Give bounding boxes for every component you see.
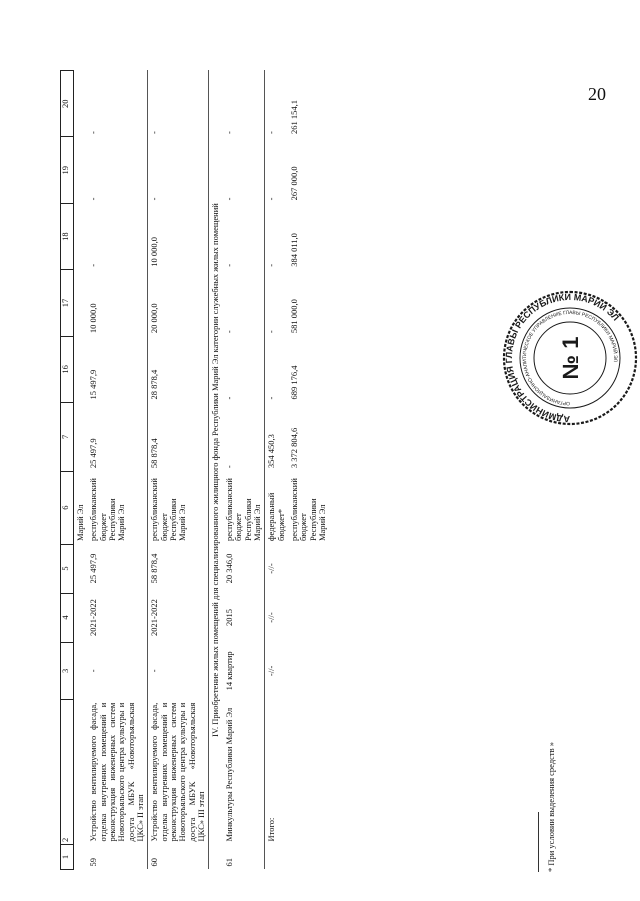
row-number: 61 <box>223 844 265 869</box>
rotated-document <box>60 50 621 890</box>
row-number: 60 <box>148 844 209 869</box>
continuation-row <box>74 71 88 870</box>
page-number: 20 <box>588 84 606 104</box>
col-header-3: 3 <box>61 642 74 700</box>
total-label: Итого: <box>266 817 277 842</box>
cell-source: республиканский бюджет Республики Марий Эл <box>223 471 265 544</box>
cell: -//- <box>266 612 277 623</box>
table-row <box>223 71 265 870</box>
cell: 10 000,0 <box>87 270 148 336</box>
total-row <box>288 71 329 870</box>
cell: - <box>148 71 209 137</box>
cell: 10 000,0 <box>148 203 209 269</box>
continuation-source: Марий Эл <box>75 504 85 542</box>
cell: - <box>87 642 148 700</box>
total-row <box>265 71 288 870</box>
official-seal <box>500 288 640 428</box>
table-header-row <box>61 71 74 870</box>
footnote: * При условии выделения средств » <box>546 741 556 872</box>
cell: -//- <box>266 665 277 677</box>
col-header-4: 4 <box>61 593 74 642</box>
cell: 28 878,4 <box>148 336 209 402</box>
col-header-20: 20 <box>61 71 74 137</box>
cell: - <box>266 263 277 267</box>
cell: 581 000,0 <box>288 299 299 334</box>
row-number: 59 <box>87 844 148 869</box>
col-header-2: 2 <box>61 700 74 845</box>
col-header-6: 6 <box>61 471 74 544</box>
cell-cost: 58 878,4 <box>148 544 209 593</box>
col-header-5: 5 <box>61 544 74 593</box>
cell: - <box>87 71 148 137</box>
cell: - <box>87 203 148 269</box>
col-header-16: 16 <box>61 336 74 402</box>
cell: 267 000,0 <box>288 166 299 201</box>
table-row <box>87 71 148 870</box>
program-table <box>60 70 329 870</box>
cell: - <box>223 403 265 472</box>
row-name: Устройство вентилируемого фасада, отделка внутренних помещений и реконструкция инженерных систем Новоторъяльского центра культуры и досуга МБУК «Новоторъяльская ЦКС» II этап <box>87 700 148 845</box>
cell-source: республиканский бюджет Республики Марий Эл <box>148 471 209 544</box>
col-header-19: 19 <box>61 137 74 203</box>
cell: - <box>223 270 265 336</box>
cell: 3 372 804,6 <box>288 427 299 469</box>
col-header-17: 17 <box>61 270 74 336</box>
cell: - <box>223 203 265 269</box>
row-name: Устройство вентилируемого фасада, отделка внутренних помещений и реконструкция инженерных систем Новоторъяльского центра культуры и досуга МБУК «Новоторъяльская ЦКС» III этап <box>148 700 209 845</box>
cell: - <box>148 137 209 203</box>
cell: 261 154,1 <box>288 99 299 134</box>
footnote-divider <box>538 812 539 872</box>
cell: -//- <box>266 563 277 574</box>
cell: - <box>148 642 209 700</box>
seal-outer-text: АДМИНИСТРАЦИЯ ГЛАВЫ РЕСПУБЛИКИ МАРИЙ ЭЛ <box>503 291 621 425</box>
cell-source: республиканский бюджет Республики Марий Эл <box>288 478 327 542</box>
cell: 58 878,4 <box>148 403 209 472</box>
cell: 25 497,9 <box>87 403 148 472</box>
cell: 689 176,4 <box>288 365 299 400</box>
cell: 15 497,9 <box>87 336 148 402</box>
cell-cost: 25 497,9 <box>87 544 148 593</box>
cell-period: 2021-2022 <box>87 593 148 642</box>
col-header-1: 1 <box>61 844 74 869</box>
col-header-18: 18 <box>61 203 74 269</box>
cell-source: республиканский бюджет Республики Марий Эл <box>87 471 148 544</box>
section-title: IV. Приобретение жилых помещений для специализированного жилищного фонда Республики Марий Эл категории служебных жилых помещений <box>210 203 221 737</box>
cell: - <box>266 330 277 334</box>
cell: - <box>266 197 277 201</box>
cell-period: 2015 <box>223 593 265 642</box>
cell: - <box>223 137 265 203</box>
cell-cost: 20 346,0 <box>223 544 265 593</box>
cell: 14 квартир <box>223 642 265 700</box>
cell: - <box>266 131 277 134</box>
cell: 354 450,3 <box>266 434 277 469</box>
cell-period: 2021-2022 <box>148 593 209 642</box>
row-name: Минкультуры Республики Марий Эл <box>223 700 265 845</box>
seal-inner-text: ОРГАНИЗАЦИОННО-АНАЛИТИЧЕСКОЕ УПРАВЛЕНИЕ ГЛАВЫ РЕСПУБЛИКИ МАРИЙ ЭЛ <box>521 309 619 407</box>
cell: 20 000,0 <box>148 270 209 336</box>
section-row <box>209 71 223 870</box>
table-row <box>148 71 209 870</box>
cell: 384 011,0 <box>288 233 299 267</box>
col-header-7: 7 <box>61 403 74 472</box>
cell: - <box>266 396 277 400</box>
cell: - <box>87 137 148 203</box>
seal-number: № 1 <box>558 336 583 380</box>
cell: - <box>223 71 265 137</box>
cell-source: федеральный бюджет* <box>266 492 286 542</box>
cell: - <box>223 336 265 402</box>
